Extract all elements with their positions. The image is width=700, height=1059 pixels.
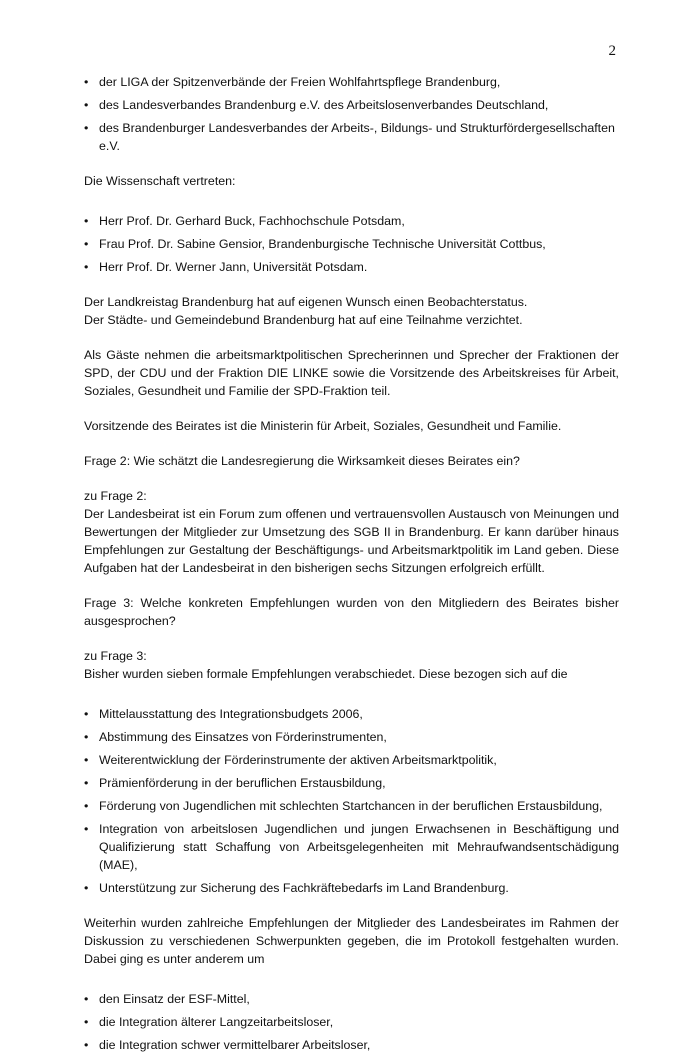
list-item: • den Einsatz der ESF-Mittel,: [84, 990, 619, 1008]
list-item: • Förderung von Jugendlichen mit schlechten Startchancen in der beruflichen Erstausbildung,: [84, 797, 619, 815]
list-item: • Integration von arbeitslosen Jugendlichen und jungen Erwachsenen in Beschäftigung und Qualifizierung statt Schaffung von Arbeitsgelegenheiten mit Mehraufwandsentschädigung (MAE),: [84, 820, 619, 874]
list-item: • Weiterentwicklung der Förderinstrumente der aktiven Arbeitsmarktpolitik,: [84, 751, 619, 769]
list-item: • der LIGA der Spitzenverbände der Freien Wohlfahrtspflege Brandenburg,: [84, 73, 619, 91]
list-item: • Abstimmung des Einsatzes von Förderinstrumenten,: [84, 728, 619, 746]
empfehlungen-list: [84, 705, 619, 897]
page-number: 2: [608, 43, 616, 59]
frage-2: Frage 2: Wie schätzt die Landesregierung die Wirksamkeit dieses Beirates ein?: [84, 454, 520, 468]
staedtebund-line: Der Städte- und Gemeindebund Brandenburg hat auf eine Teilnahme verzichtet.: [84, 313, 523, 327]
document-body: [84, 73, 619, 1059]
list-item: • Frau Prof. Dr. Sabine Gensior, Brandenburgische Technische Universität Cottbus,: [84, 235, 619, 253]
schwerpunkte-list: [84, 990, 619, 1054]
list-item: • des Landesverbandes Brandenburg e.V. des Arbeitslosenverbandes Deutschland,: [84, 96, 619, 114]
gaeste-paragraph: Als Gäste nehmen die arbeitsmarktpolitischen Sprecherinnen und Sprecher der Fraktionen der SPD, der CDU und der Fraktion DIE LINKE sowie die Vorsitzende des Arbeitskreises für Arbeit, Soziales, Gesundheit und Familie der SPD-Fraktion teil.: [84, 348, 619, 398]
list-item: • Herr Prof. Dr. Werner Jann, Universität Potsdam.: [84, 258, 619, 276]
weiterhin-paragraph: Weiterhin wurden zahlreiche Empfehlungen der Mitglieder des Landesbeirates im Rahmen der Diskussion zu verschiedenen Schwerpunkten gegeben, die im Protokoll festgehalten wurden. Dabei ging es unter anderem um: [84, 916, 619, 966]
vorsitz-paragraph: Vorsitzende des Beirates ist die Ministerin für Arbeit, Soziales, Gesundheit und Familie.: [84, 419, 562, 433]
zu-frage-2-heading: zu Frage 2:: [84, 489, 147, 503]
list-item: • die Integration schwer vermittelbarer Arbeitsloser,: [84, 1036, 619, 1054]
zu-frage-3-text: Bisher wurden sieben formale Empfehlungen verabschiedet. Diese bezogen sich auf die: [84, 667, 568, 681]
wissenschaft-intro: Die Wissenschaft vertreten:: [84, 174, 236, 188]
list-item: • Mittelausstattung des Integrationsbudgets 2006,: [84, 705, 619, 723]
list-item: • Unterstützung zur Sicherung des Fachkräftebedarfs im Land Brandenburg.: [84, 879, 619, 897]
zu-frage-2-text: Der Landesbeirat ist ein Forum zum offenen und vertrauensvollen Austausch von Meinungen und Bewertungen der Mitglieder zur Umsetzung des SGB II in Brandenburg. Er kann darüber hinaus Empfehlungen zur Gestaltung der Beschäftigungs- und Arbeitsmarktpolitik im Land geben. Diese Aufgaben hat der Landesbeirat in den bisherigen sechs Sitzungen erfolgreich erfüllt.: [84, 507, 619, 575]
list-item: • Herr Prof. Dr. Gerhard Buck, Fachhochschule Potsdam,: [84, 212, 619, 230]
list-item: • die Integration älterer Langzeitarbeitsloser,: [84, 1013, 619, 1031]
list-item: • des Brandenburger Landesverbandes der Arbeits-, Bildungs- und Strukturfördergesellschaften e.V.: [84, 119, 619, 155]
zu-frage-3-heading: zu Frage 3:: [84, 649, 147, 663]
liga-list: [84, 73, 619, 155]
landkreistag-line: Der Landkreistag Brandenburg hat auf eigenen Wunsch einen Beobachterstatus.: [84, 295, 528, 309]
wissenschaft-list: [84, 212, 619, 276]
list-item: • Prämienförderung in der beruflichen Erstausbildung,: [84, 774, 619, 792]
frage-3: Frage 3: Welche konkreten Empfehlungen wurden von den Mitgliedern des Beirates bisher ausgesprochen?: [84, 596, 619, 628]
